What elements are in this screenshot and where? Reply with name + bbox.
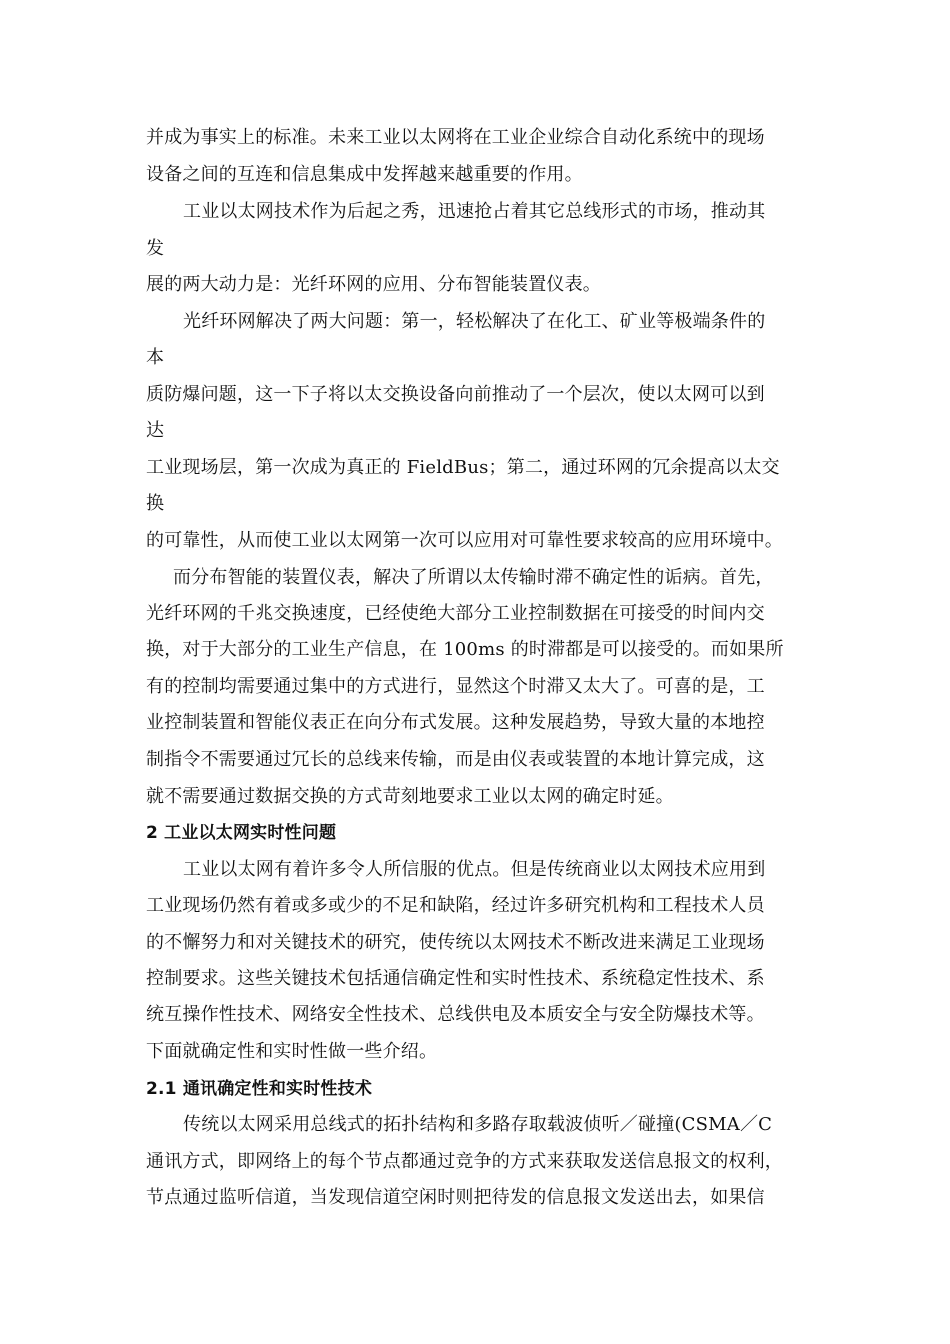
text-line: 通讯方式，即网络上的每个节点都通过竞争的方式来获取发送信息报文的权利， (146, 1151, 783, 1172)
text-line: 的可靠性，从而使工业以太网第一次可以应用对可靠性要求较高的应用环境中。 (146, 530, 783, 551)
text-line: 的不懈努力和对关键技术的研究，使传统以太网技术不断改进来满足工业现场 (146, 932, 765, 953)
text-line: 发 (146, 238, 165, 259)
text-line: 工业以太网有着许多令人所信服的优点。但是传统商业以太网技术应用到 (183, 859, 766, 880)
text-line: 达 (146, 420, 165, 441)
text-line: 质防爆问题，这一下子将以太交换设备向前推动了一个层次，使以太网可以到 (146, 384, 765, 405)
text-line: 传统以太网采用总线式的拓扑结构和多路存取载波侦听／碰撞(CSMA／C (183, 1114, 773, 1135)
text-line: 有的控制均需要通过集中的方式进行，显然这个时滞又太大了。可喜的是，工 (146, 676, 765, 697)
text-line: 就不需要通过数据交换的方式苛刻地要求工业以太网的确定时延。 (146, 786, 674, 807)
text-line: 工业现场层，第一次成为真正的 FieldBus；第二，通过环网的冗余提高以太交 (146, 457, 780, 478)
text-line: 下面就确定性和实时性做一些介绍。 (146, 1041, 438, 1062)
text-line: 工业以太网技术作为后起之秀，迅速抢占着其它总线形式的市场，推动其 (183, 201, 766, 222)
text-line: 业控制装置和智能仪表正在向分布式发展。这种发展趋势，导致大量的本地控 (146, 712, 765, 733)
text-line: 节点通过监听信道，当发现信道空闲时则把待发的信息报文发送出去，如果信 (146, 1187, 765, 1208)
text-line: 光纤环网解决了两大问题：第一，轻松解决了在化工、矿业等极端条件的 (183, 311, 766, 332)
text-line: 换 (146, 493, 165, 514)
text-line: 控制要求。这些关键技术包括通信确定性和实时性技术、系统稳定性技术、系 (146, 968, 765, 989)
text-line: 工业现场仍然有着或多或少的不足和缺陷，经过许多研究机构和工程技术人员 (146, 895, 765, 916)
text-line: 光纤环网的千兆交换速度，已经使绝大部分工业控制数据在可接受的时间内交 (146, 603, 765, 624)
text-line: 并成为事实上的标准。未来工业以太网将在工业企业综合自动化系统中的现场 (146, 127, 765, 148)
subsection-heading: 2.1 通讯确定性和实时性技术 (146, 1079, 373, 1099)
text-line: 本 (146, 347, 165, 368)
text-line: 制指令不需要通过冗长的总线来传输，而是由仪表或装置的本地计算完成，这 (146, 749, 765, 770)
text-line: 换，对于大部分的工业生产信息，在 100ms 的时滞都是可以接受的。而如果所 (146, 639, 784, 660)
text-line: 设备之间的互连和信息集成中发挥越来越重要的作用。 (146, 164, 583, 185)
text-line: 而分布智能的装置仪表，解决了所谓以太传输时滞不确定性的诟病。首先， (173, 567, 774, 588)
text-line: 展的两大动力是：光纤环网的应用、分布智能装置仪表。 (146, 274, 601, 295)
section-heading: 2 工业以太网实时性问题 (146, 823, 337, 843)
text-line: 统互操作性技术、网络安全性技术、总线供电及本质安全与安全防爆技术等。 (146, 1004, 765, 1025)
